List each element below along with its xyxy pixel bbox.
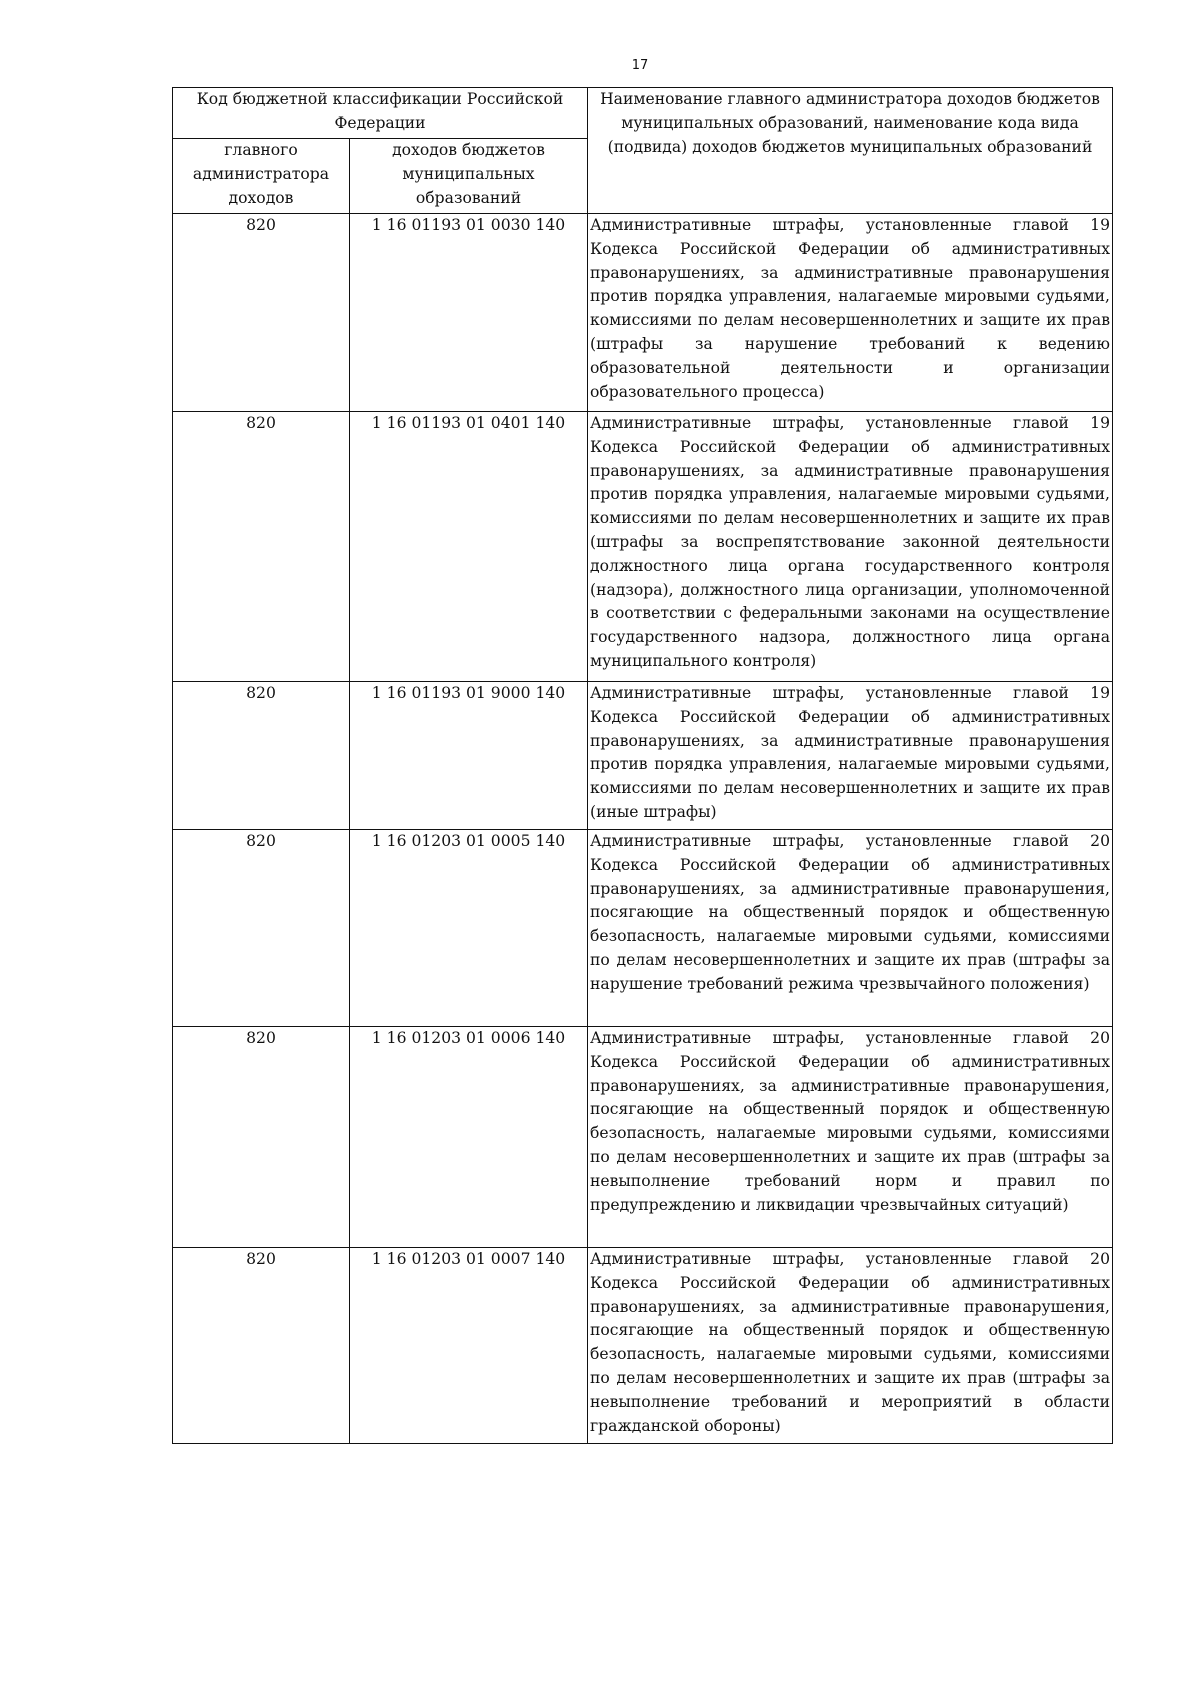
income-code-cell: 1 16 01203 01 0007 140 bbox=[350, 1248, 588, 1444]
description-cell: Административные штрафы, установленные главой 19 Кодекса Российской Федерации об административных правонарушениях, за административные правонарушения против порядка управления, налагаемые мировыми судьями, комиссиями по делам несовершеннолетних и защите их прав (иные штрафы) bbox=[588, 682, 1113, 830]
income-code-cell: 1 16 01193 01 9000 140 bbox=[350, 682, 588, 830]
table-row bbox=[173, 412, 1113, 682]
income-code-cell: 1 16 01193 01 0030 140 bbox=[350, 214, 588, 412]
header-main-administrator: главного администратора доходов bbox=[173, 139, 350, 214]
page-number: 17 bbox=[631, 58, 649, 73]
income-code-cell: 1 16 01203 01 0005 140 bbox=[350, 830, 588, 1027]
header-budget-classification-code: Код бюджетной классификации Российской Федерации bbox=[173, 88, 588, 139]
table-header bbox=[173, 88, 1113, 214]
table-row bbox=[173, 214, 1113, 412]
description-cell: Административные штрафы, установленные главой 20 Кодекса Российской Федерации об административных правонарушениях, за административные правонарушения, посягающие на общественный порядок и общественную безопасность, налагаемые мировыми судьями, комиссиями по делам несовершеннолетних и защите их прав (штрафы за невыполнение требований и мероприятий в области гражданской обороны) bbox=[588, 1248, 1113, 1444]
table-row bbox=[173, 1248, 1113, 1444]
admin-code-cell: 820 bbox=[173, 1248, 350, 1444]
admin-code-cell: 820 bbox=[173, 830, 350, 1027]
income-code-cell: 1 16 01193 01 0401 140 bbox=[350, 412, 588, 682]
admin-code-cell: 820 bbox=[173, 1027, 350, 1248]
admin-code-cell: 820 bbox=[173, 682, 350, 830]
description-cell: Административные штрафы, установленные главой 20 Кодекса Российской Федерации об административных правонарушениях, за административные правонарушения, посягающие на общественный порядок и общественную безопасность, налагаемые мировыми судьями, комиссиями по делам несовершеннолетних и защите их прав (штрафы за нарушение требований режима чрезвычайного положения) bbox=[588, 830, 1113, 1027]
table-row bbox=[173, 830, 1113, 1027]
description-cell: Административные штрафы, установленные главой 19 Кодекса Российской Федерации об административных правонарушениях, за административные правонарушения против порядка управления, налагаемые мировыми судьями, комиссиями по делам несовершеннолетних и защите их прав (штрафы за нарушение требований к ведению образовательной деятельности и организации образовательного процесса) bbox=[588, 214, 1113, 412]
income-code-cell: 1 16 01203 01 0006 140 bbox=[350, 1027, 588, 1248]
budget-classification-table bbox=[172, 87, 1113, 1444]
admin-code-cell: 820 bbox=[173, 412, 350, 682]
admin-code-cell: 820 bbox=[173, 214, 350, 412]
description-cell: Административные штрафы, установленные главой 20 Кодекса Российской Федерации об административных правонарушениях, за административные правонарушения, посягающие на общественный порядок и общественную безопасность, налагаемые мировыми судьями, комиссиями по делам несовершеннолетних и защите их прав (штрафы за невыполнение требований норм и правил по предупреждению и ликвидации чрезвычайных ситуаций) bbox=[588, 1027, 1113, 1248]
description-cell: Административные штрафы, установленные главой 19 Кодекса Российской Федерации об административных правонарушениях, за административные правонарушения против порядка управления, налагаемые мировыми судьями, комиссиями по делам несовершеннолетних и защите их прав (штрафы за воспрепятствование законной деятельности должностного лица органа государственного контроля (надзора), должностного лица организации, уполномоченной в соответствии с федеральными законами на осуществление государственного надзора, должностного лица органа муниципального контроля) bbox=[588, 412, 1113, 682]
header-municipal-income: доходов бюджетов муниципальных образований bbox=[350, 139, 588, 214]
table-body bbox=[173, 214, 1113, 1444]
header-administrator-name: Наименование главного администратора доходов бюджетов муниципальных образований, наименование кода вида (подвида) доходов бюджетов муниципальных образований bbox=[588, 88, 1113, 214]
table-row bbox=[173, 682, 1113, 830]
table-row bbox=[173, 1027, 1113, 1248]
